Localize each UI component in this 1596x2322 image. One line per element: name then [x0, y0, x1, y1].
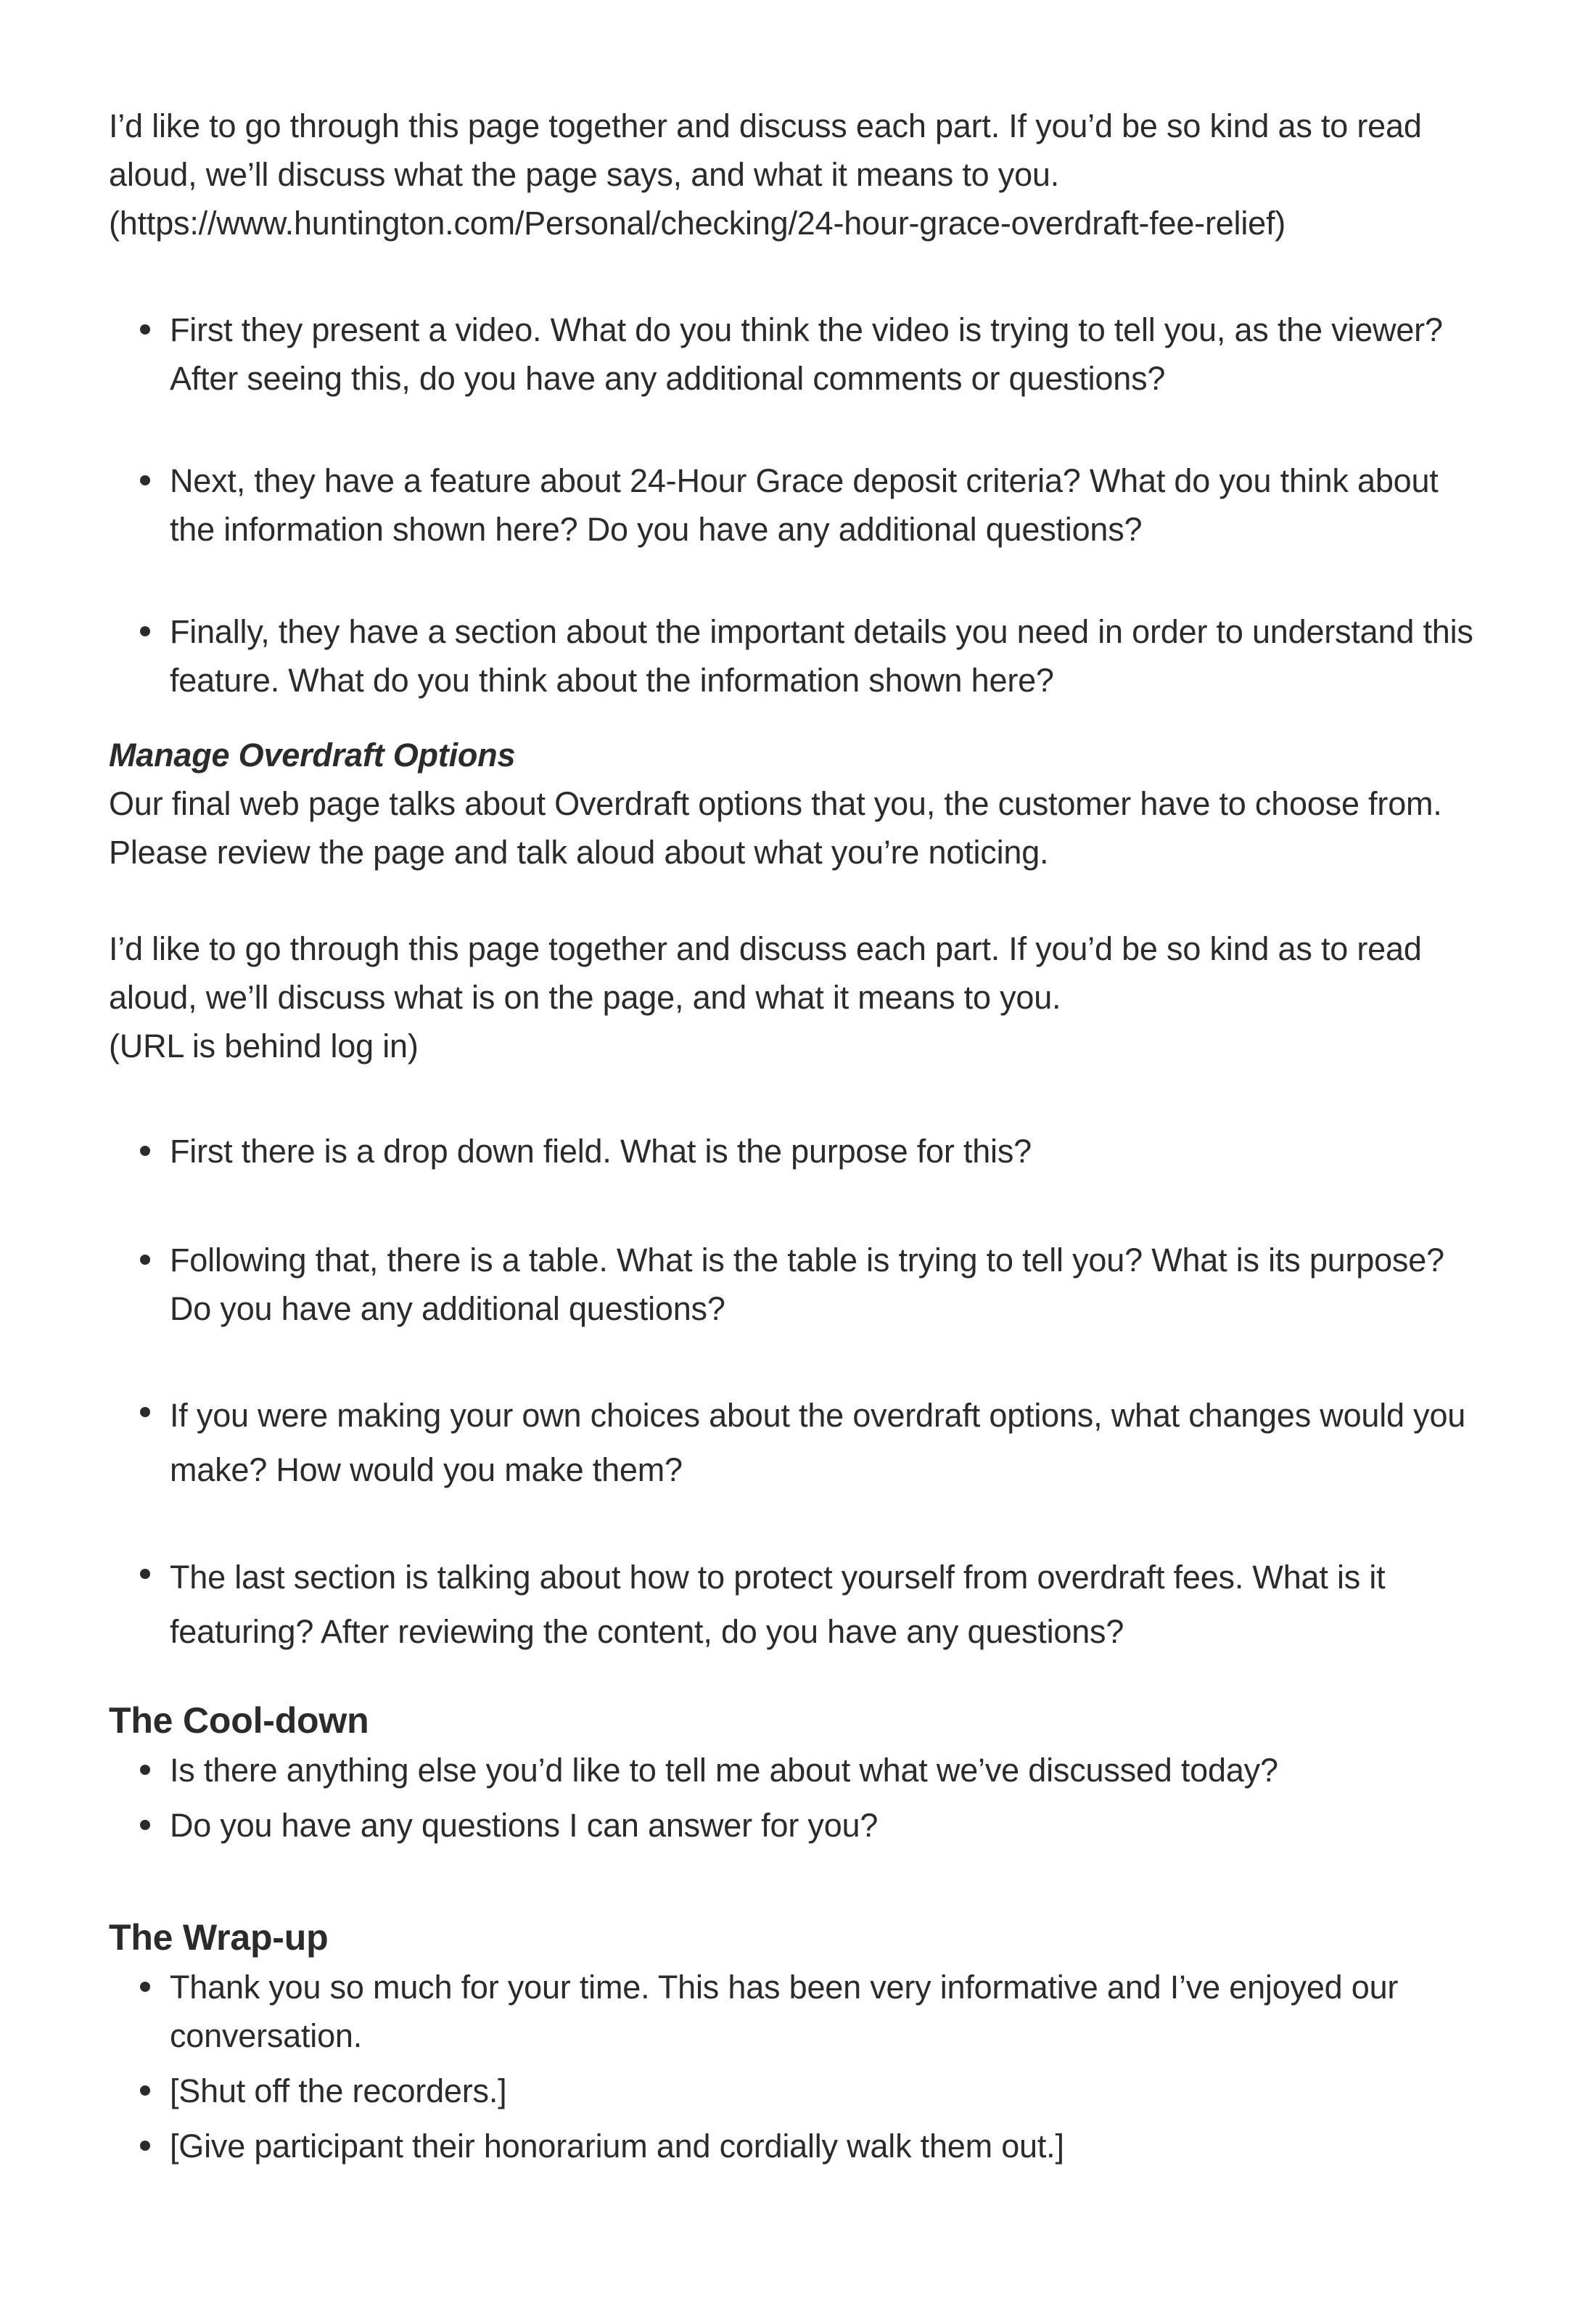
list-item: If you were making your own choices about the overdraft options, what changes would you make? How would you make them?	[109, 1388, 1487, 1497]
intro-url: (https://www.huntington.com/Personal/checking/24-hour-grace-overdraft-fee-relief)	[109, 205, 1286, 242]
intro-paragraph: I’d like to go through this page together and discuss each part. If you’d be so kind as to read aloud, we’ll discuss what is on the page, and what it means to you.	[109, 930, 1422, 1016]
list-item: First they present a video. What do you think the video is trying to tell you, as the viewer? After seeing this, do you have any additional comments or questions?	[109, 305, 1487, 403]
list-item: Finally, they have a section about the important details you need in order to understand this feature. What do you think about the information shown here?	[109, 607, 1487, 705]
cooldown-list	[109, 1746, 1487, 1850]
list-item: Following that, there is a table. What is the table is trying to tell you? What is its purpose? Do you have any additional questions?	[109, 1236, 1487, 1333]
wrapup-list	[109, 1963, 1487, 2170]
overdraft-question-list	[109, 1127, 1487, 1659]
document-page	[109, 102, 1487, 2177]
list-item: Is there anything else you’d like to tell me about what we’ve discussed today?	[109, 1746, 1487, 1794]
list-item: The last section is talking about how to protect yourself from overdraft fees. What is it featuring? After reviewing the content, do you have any questions?	[109, 1550, 1487, 1659]
url-note: (URL is behind log in)	[109, 1027, 419, 1064]
list-item: First there is a drop down field. What is the purpose for this?	[109, 1127, 1487, 1176]
list-item: [Shut off the recorders.]	[109, 2067, 1487, 2115]
intro-paragraph: I’d like to go through this page together and discuss each part. If you’d be so kind as to read aloud, we’ll discuss what the page says, and what it means to you.	[109, 107, 1422, 193]
list-item: Next, they have a feature about 24-Hour Grace deposit criteria? What do you think about the information shown here? Do you have any additional questions?	[109, 456, 1487, 554]
list-item: [Give participant their honorarium and cordially walk them out.]	[109, 2122, 1487, 2170]
overdraft-lead: Our final web page talks about Overdraft options that you, the customer have to choose from. Please review the page and talk aloud about what you’re noticing.	[109, 785, 1442, 871]
huntington-question-list	[109, 305, 1487, 705]
list-item: Thank you so much for your time. This has been very informative and I’ve enjoyed our conversation.	[109, 1963, 1487, 2060]
list-item: Do you have any questions I can answer for you?	[109, 1801, 1487, 1850]
section-heading-overdraft: Manage Overdraft Options	[109, 737, 516, 774]
section-heading-wrapup: The Wrap-up	[109, 1917, 329, 1958]
section-heading-cooldown: The Cool-down	[109, 1700, 369, 1741]
overdraft-intro	[109, 924, 1487, 1070]
huntington-intro	[109, 102, 1487, 247]
